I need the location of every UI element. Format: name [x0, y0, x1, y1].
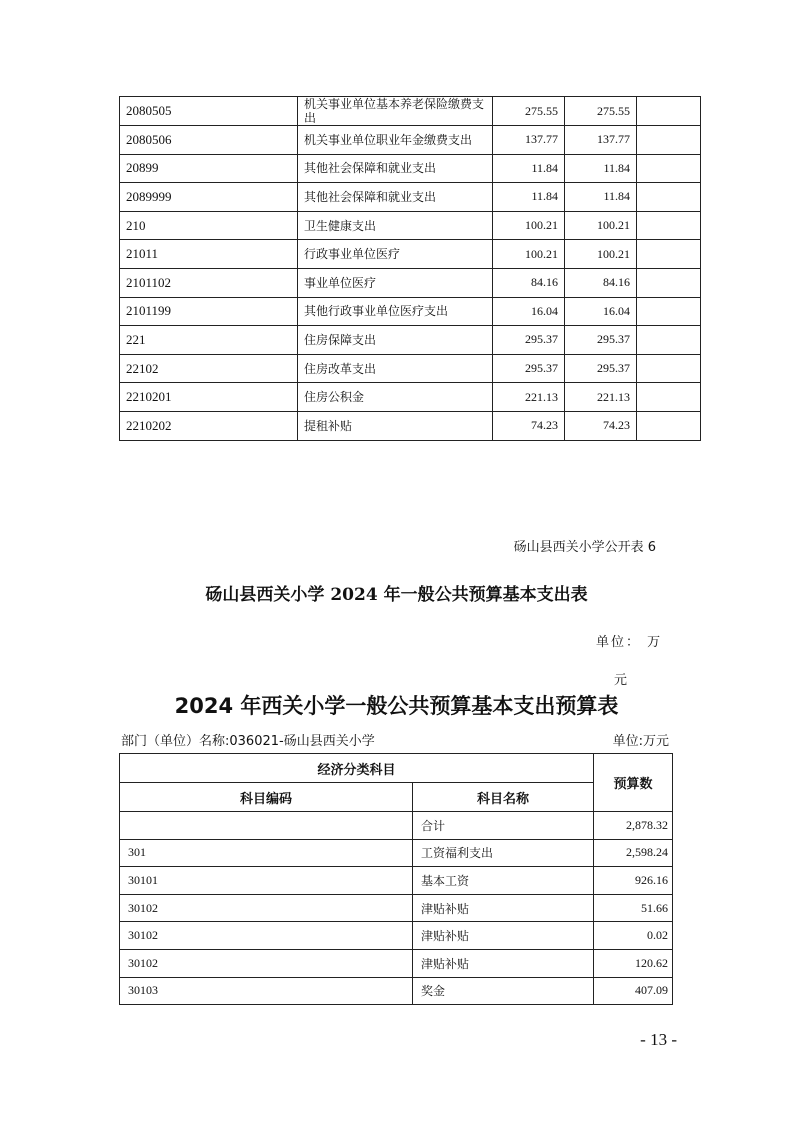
- table-row: [120, 211, 701, 240]
- subject-name-cell: 卫生健康支出: [298, 211, 493, 240]
- expenditure-detail-table: [119, 96, 701, 441]
- amount-cell: 275.55: [493, 97, 565, 126]
- subject-name-cell: 机关事业单位基本养老保险缴费支出: [298, 97, 493, 126]
- subject-name-cell: 其他社会保障和就业支出: [298, 183, 493, 212]
- page-number: - 13 -: [640, 1030, 677, 1049]
- table-row: [120, 97, 701, 126]
- table-row: [120, 183, 701, 212]
- basic-amount-cell: 295.37: [565, 326, 637, 355]
- table-row: [120, 268, 701, 297]
- basic-expenditure-table: [119, 753, 673, 1005]
- subject-code-cell: 21011: [120, 240, 298, 269]
- budget-amount-cell: 926.16: [594, 867, 673, 895]
- subject-code-cell: 301: [120, 839, 413, 867]
- basic-amount-cell: 84.16: [565, 268, 637, 297]
- subject-code-cell: 20899: [120, 154, 298, 183]
- table-row: [120, 154, 701, 183]
- subject-code-cell: 30102: [120, 922, 413, 950]
- amount-cell: 74.23: [493, 411, 565, 440]
- subject-code-cell: [120, 812, 413, 840]
- subject-code-cell: 210: [120, 211, 298, 240]
- amount-cell: 84.16: [493, 268, 565, 297]
- subject-code-cell: 30102: [120, 894, 413, 922]
- table-row: [120, 240, 701, 269]
- basic-amount-cell: 221.13: [565, 383, 637, 412]
- amount-cell: 100.21: [493, 211, 565, 240]
- amount-cell: 100.21: [493, 240, 565, 269]
- basic-amount-cell: 11.84: [565, 183, 637, 212]
- table-row: [120, 326, 701, 355]
- subject-code-cell: 2210201: [120, 383, 298, 412]
- table-row: [120, 867, 673, 895]
- unit-label-top-continued: 元: [614, 673, 628, 688]
- budget-amount-cell: 2,878.32: [594, 812, 673, 840]
- document-label: 砀山县西关小学公开表 6: [513, 540, 656, 555]
- basic-amount-cell: 74.23: [565, 411, 637, 440]
- amount-cell: 295.37: [493, 354, 565, 383]
- basic-amount-cell: 275.55: [565, 97, 637, 126]
- subject-code-cell: 2080505: [120, 97, 298, 126]
- empty-cell: [637, 240, 701, 269]
- subject-name-cell: 住房保障支出: [298, 326, 493, 355]
- table-row: [120, 354, 701, 383]
- amount-cell: 11.84: [493, 183, 565, 212]
- empty-cell: [637, 383, 701, 412]
- basic-amount-cell: 137.77: [565, 126, 637, 155]
- table-row: [120, 894, 673, 922]
- budget-amount-cell: 120.62: [594, 949, 673, 977]
- empty-cell: [637, 183, 701, 212]
- empty-cell: [637, 154, 701, 183]
- subject-name-cell: 奖金: [413, 977, 594, 1005]
- basic-amount-cell: 16.04: [565, 297, 637, 326]
- amount-cell: 16.04: [493, 297, 565, 326]
- document-title: 砀山县西关小学 2024 年一般公共预算基本支出表: [205, 585, 588, 605]
- table-row: [120, 383, 701, 412]
- empty-cell: [637, 126, 701, 155]
- subject-code-cell: 221: [120, 326, 298, 355]
- budget-amount-cell: 51.66: [594, 894, 673, 922]
- amount-cell: 11.84: [493, 154, 565, 183]
- basic-amount-cell: 295.37: [565, 354, 637, 383]
- basic-amount-cell: 11.84: [565, 154, 637, 183]
- basic-amount-cell: 100.21: [565, 211, 637, 240]
- subject-name-cell: 事业单位医疗: [298, 268, 493, 297]
- empty-cell: [637, 354, 701, 383]
- budget-amount-cell: 407.09: [594, 977, 673, 1005]
- subject-name-cell: 住房公积金: [298, 383, 493, 412]
- subject-name-cell: 住房改革支出: [298, 354, 493, 383]
- table-row: [120, 839, 673, 867]
- subject-code-cell: 30101: [120, 867, 413, 895]
- table-row: [120, 922, 673, 950]
- subject-name-cell: 机关事业单位职业年金缴费支出: [298, 126, 493, 155]
- header-economic-category: 经济分类科目: [120, 754, 594, 783]
- budget-amount-cell: 0.02: [594, 922, 673, 950]
- amount-cell: 137.77: [493, 126, 565, 155]
- subject-name-cell: 其他社会保障和就业支出: [298, 154, 493, 183]
- empty-cell: [637, 326, 701, 355]
- subject-code-cell: 30103: [120, 977, 413, 1005]
- subject-code-cell: 30102: [120, 949, 413, 977]
- table-main-title: 2024 年西关小学一般公共预算基本支出预算表: [174, 694, 619, 718]
- basic-amount-cell: 100.21: [565, 240, 637, 269]
- subject-code-cell: 22102: [120, 354, 298, 383]
- amount-cell: 295.37: [493, 326, 565, 355]
- table-row: [120, 297, 701, 326]
- empty-cell: [637, 211, 701, 240]
- table-row: [120, 126, 701, 155]
- table-row: [120, 977, 673, 1005]
- subject-name-cell: 津贴补贴: [413, 949, 594, 977]
- empty-cell: [637, 411, 701, 440]
- subject-name-cell: 行政事业单位医疗: [298, 240, 493, 269]
- subject-name-cell: 基本工资: [413, 867, 594, 895]
- subject-name-cell: 津贴补贴: [413, 922, 594, 950]
- header-budget-amount: 预算数: [594, 754, 673, 812]
- empty-cell: [637, 268, 701, 297]
- header-subject-name: 科目名称: [413, 783, 594, 812]
- budget-amount-cell: 2,598.24: [594, 839, 673, 867]
- department-name: 部门（单位）名称:036021-砀山县西关小学: [121, 734, 375, 749]
- subject-name-cell: 合计: [413, 812, 594, 840]
- subject-name-cell: 工资福利支出: [413, 839, 594, 867]
- subject-name-cell: 津贴补贴: [413, 894, 594, 922]
- header-subject-code: 科目编码: [120, 783, 413, 812]
- empty-cell: [637, 97, 701, 126]
- subject-code-cell: 2089999: [120, 183, 298, 212]
- unit-label-top: 单位： 万: [596, 635, 663, 650]
- table-row: [120, 812, 673, 840]
- table-row: [120, 411, 701, 440]
- subject-code-cell: 2101199: [120, 297, 298, 326]
- subject-code-cell: 2210202: [120, 411, 298, 440]
- empty-cell: [637, 297, 701, 326]
- subject-name-cell: 其他行政事业单位医疗支出: [298, 297, 493, 326]
- subject-code-cell: 2080506: [120, 126, 298, 155]
- table-row: [120, 949, 673, 977]
- amount-cell: 221.13: [493, 383, 565, 412]
- subject-name-cell: 提租补贴: [298, 411, 493, 440]
- unit-label-right: 单位:万元: [612, 734, 669, 749]
- subject-code-cell: 2101102: [120, 268, 298, 297]
